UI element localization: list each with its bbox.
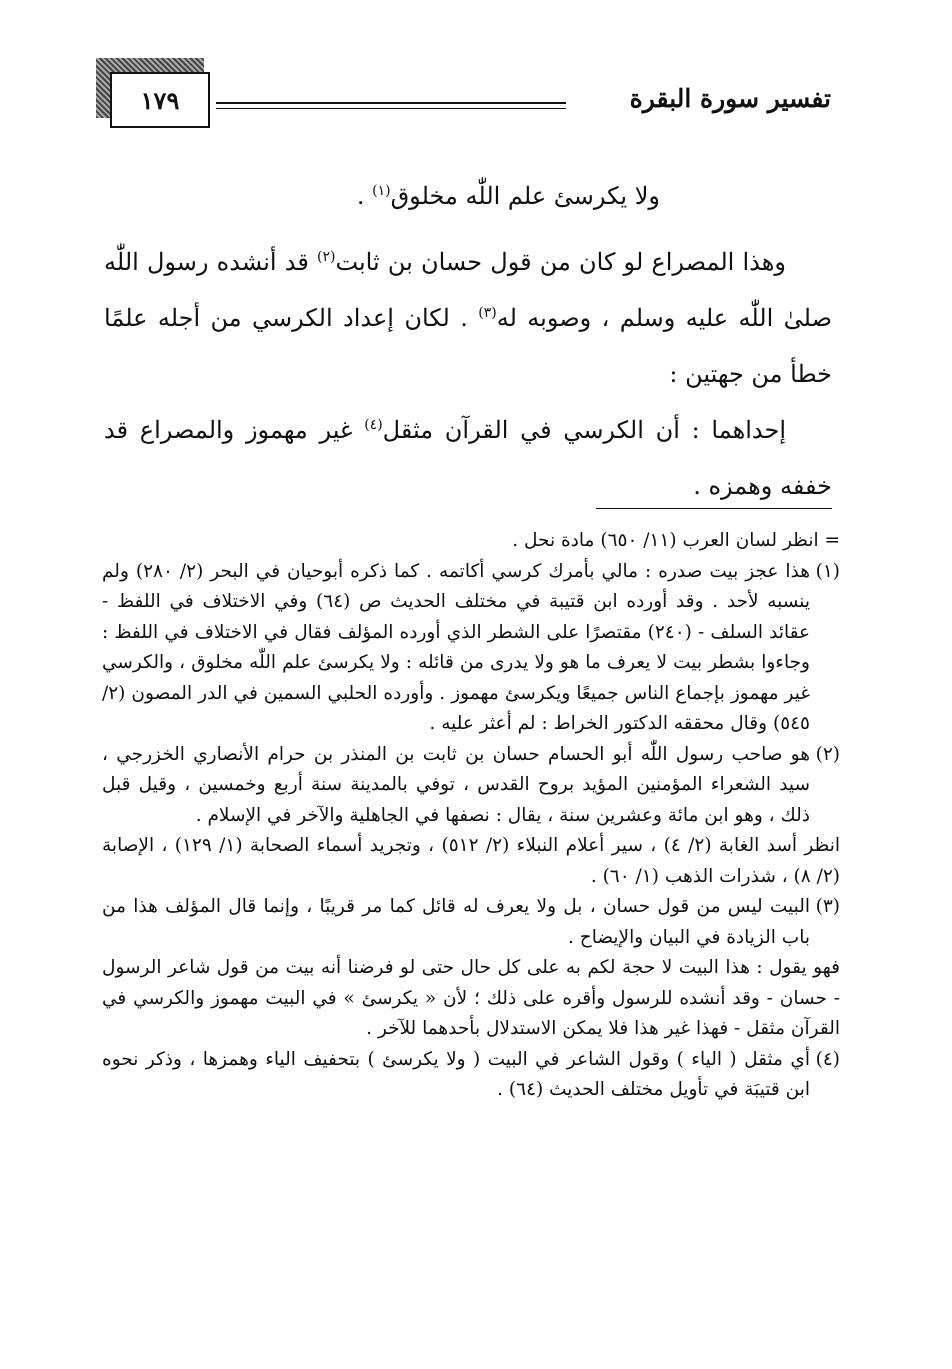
- footnote-ref-3: (٣): [478, 305, 497, 321]
- footnote-4: [102, 1045, 840, 1106]
- footnote-ref-4: (٤): [364, 417, 383, 433]
- header-rule-thin: [216, 108, 566, 109]
- page-header: [96, 58, 831, 134]
- footnote-3-continuation: فهو يقول : هذا البيت لا حجة لكم به على كل حال حتى لو فرضنا أنه بيت من قول شاعر الرسول - حسان - وقد أنشده للرسول وأقره على ذلك ؛ لأن « يكرسئ » في البيت مهموز والكرسي في القرآن مثقل - فهذا غير هذا فلا يمكن الاستدلال بأحدهما للآخر .: [102, 957, 840, 1039]
- footnote-3-number: (٣): [815, 896, 840, 917]
- paragraph-1-text-b: قد أنشده رسول اللّٰه صلىٰ اللّٰه عليه وسلم ، وصوبه له: [104, 248, 832, 332]
- footnote-1-number: (١): [815, 560, 840, 582]
- footnote-continued: = انظر لسان العرب (١١/ ٦٥٠) مادة نحل .: [512, 530, 840, 551]
- footnotes: [102, 526, 840, 1106]
- paragraph-2-text-a: إحداهما : أن الكرسي في القرآن مثقل: [382, 416, 786, 444]
- verse-end: .: [356, 182, 373, 210]
- footnote-3-text: البيت ليس من قول حسان ، بل ولا يعرف له قائل كما مر قريبًا ، وإنما قال المؤلف هذا من باب الزيادة في البيان والإيضاح .: [102, 896, 810, 948]
- footnote-ref-2: (٢): [316, 249, 336, 265]
- footnote-2-references: انظر أسد الغابة (٢/ ٤) ، سير أعلام النبلاء (٢/ ٥١٢) ، وتجريد أسماء الصحابة (١/ ١٢٩) ، الإصابة (٢/ ٨) ، شذرات الذهب (١/ ٦٠) .: [102, 835, 840, 887]
- verse-text: ولا يكرسئ علم اللّٰه مخلوق: [390, 182, 660, 210]
- footnote-4-text: أي مثقل ( الياء ) وقول الشاعر في البيت ( ولا يكرسئ ) بتحفيف الياء وهمزها ، وذكر نحوه ابن قتيبَة في تأويل مختلف الحديث (٦٤) .: [102, 1048, 810, 1100]
- footnote-2: [102, 740, 840, 832]
- footnote-2-number: (٢): [815, 743, 840, 765]
- footnote-separator: [596, 508, 832, 509]
- paragraph-2-text-b: غير مهموز والمصراع قد خففه وهمزه .: [104, 416, 832, 500]
- footnote-1: [102, 557, 840, 740]
- paragraph-1: [104, 234, 832, 402]
- footnote-4-number: (٤): [815, 1048, 840, 1070]
- page-number: ١٧٩: [110, 72, 210, 128]
- footnote-3: [102, 892, 840, 953]
- header-rule: [216, 102, 566, 104]
- footnote-2-text: هو صاحب رسول اللّٰه أبو الحسام حسان بن ثابت بن المنذر بن حرام الأنصاري الخزرجي ، سيد الشعراء المؤمنين المؤيد بروح القدس ، توفي بالمدينة سنة أربع وخمسين ، وقيل قبل ذلك ، وهو ابن مائة وعشرين سنة ، يقال : نصفها في الجاهلية والآخر في الإسلام .: [102, 743, 810, 826]
- footnote-ref-1: (١): [372, 183, 391, 199]
- paragraph-1-text-c: . لكان إعداد الكرسي من أجله علمًا خطأ من جهتين :: [104, 304, 832, 388]
- running-title: تفسير سورة البقرة: [629, 84, 831, 113]
- paragraph-2: [104, 402, 832, 514]
- footnote-1-text: هذا عجز بيت صدره : مالي بأمرك كرسي أكاتمه . كما ذكره أبوحيان في البحر (٢/ ٢٨٠) ولم ينسبه لأحد . وقد أورده ابن قتيبة في مختلف الحديث ص (٦٤) وفي الاختلاف في اللفظ - عقائد السلف - (٢٤٠) مقتصرًا على الشطر الذي أورده المؤلف فقال في الاختلاف في اللفظ : وجاءوا بشطر بيت لا يعرف ما هو ولا يدرى من قائله : ولا يكرسئ علم اللّٰه مخلوق ، والكرسي غير مهموز بإجماع الناس جميعًا ويكرسئ مهموز . وأورده الحلبي السمين في الدر المصون (٢/ ٥٤٥) وقال محققه الدكتور الخراط : لم أعثر عليه .: [102, 560, 811, 734]
- verse-line: [200, 176, 660, 216]
- paragraph-1-text-a: وهذا المصراع لو كان من قول حسان بن ثابت: [335, 248, 786, 276]
